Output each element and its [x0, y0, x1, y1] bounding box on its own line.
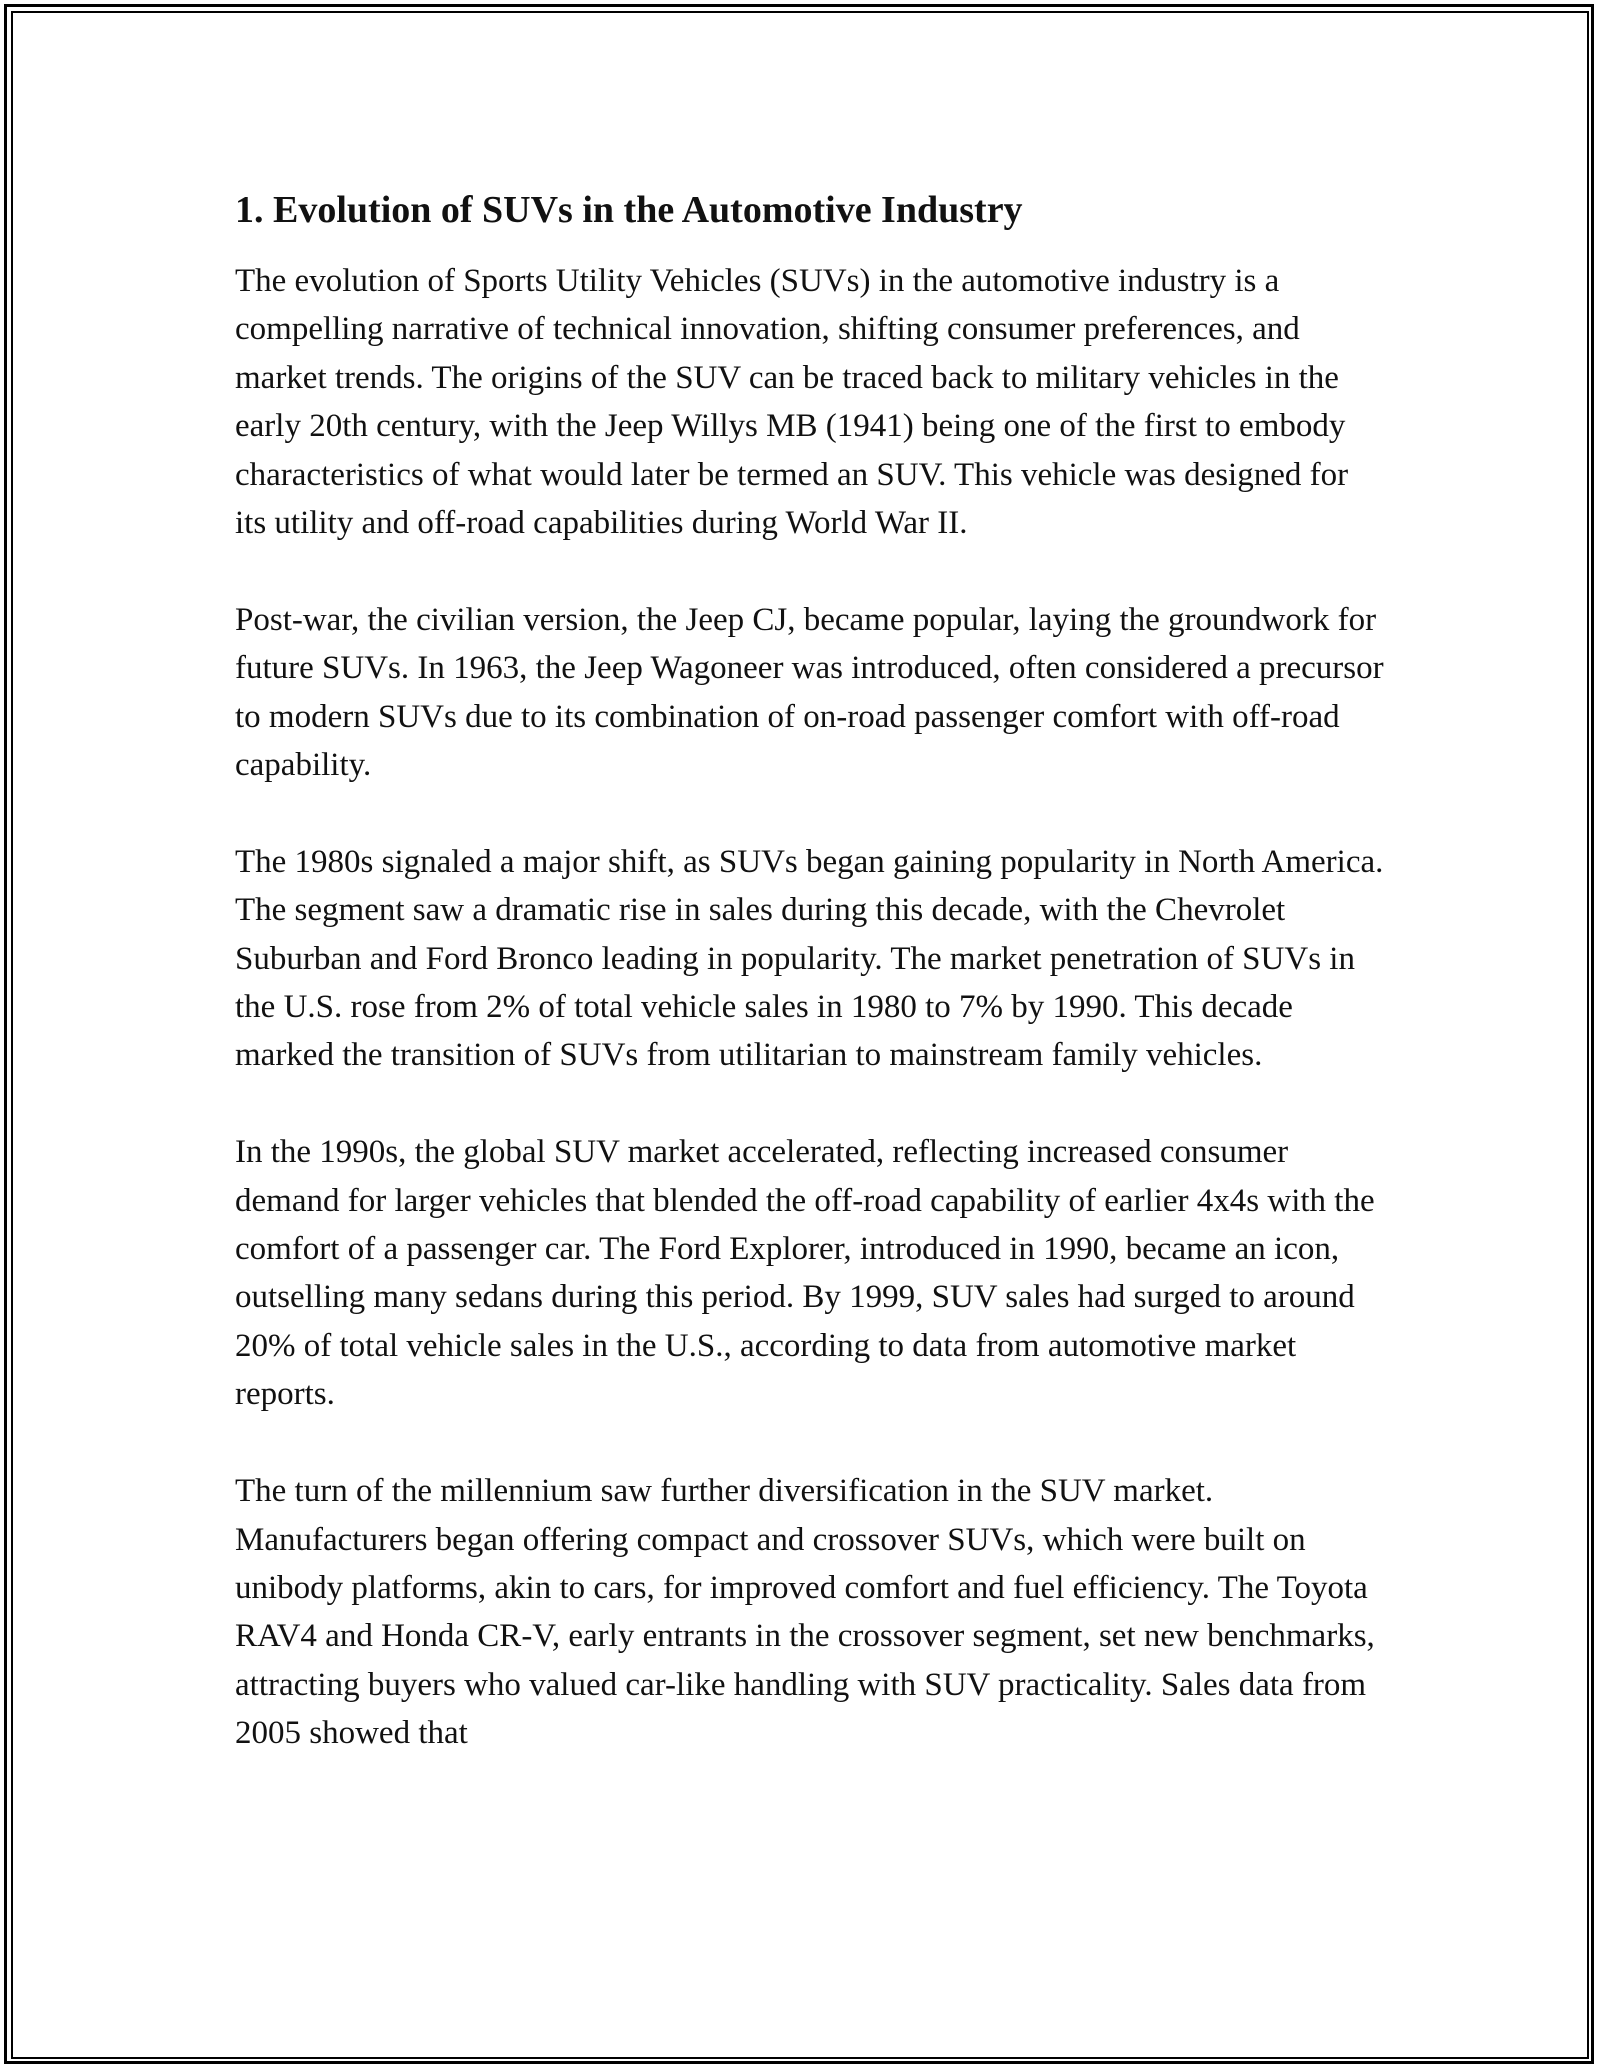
- document-body: [235, 185, 1385, 1806]
- paragraph-origins: The evolution of Sports Utility Vehicles (SUVs) in the automotive industry is a compelling narrative of technical innovation, shifting consumer preferences, and market trends. The origins of the SUV can be traced back to military vehicles in the early 20th century, with the Jeep Willys MB (1941) being one of the first to embody characteristics of what would later be termed an SUV. This vehicle was designed for its utility and off-road capabilities during World War II.: [235, 263, 1349, 542]
- section-heading: 1. Evolution of SUVs in the Automotive Industry: [235, 189, 1023, 231]
- paragraph-post-war: Post-war, the civilian version, the Jeep CJ, became popular, laying the groundwork for future SUVs. In 1963, the Jeep Wagoneer was introduced, often considered a precursor to modern SUVs due to its combination of on-road passenger comfort with off-road capability.: [235, 601, 1384, 784]
- paragraph-millennium: The turn of the millennium saw further diversification in the SUV market. Manufacturers began offering compact and crossover SUVs, which were built on unibody platforms, akin to cars, for improved comfort and fuel efficiency. The Toyota RAV4 and Honda CR-V, early entrants in the crossover segment, set new benchmarks, attracting buyers who valued car-like handling with SUV practicality. Sales data from 2005 showed that: [235, 1473, 1375, 1752]
- paragraph-1980s: The 1980s signaled a major shift, as SUVs began gaining popularity in North America. The segment saw a dramatic rise in sales during this decade, with the Chevrolet Suburban and Ford Bronco leading in popularity. The market penetration of SUVs in the U.S. rose from 2% of total vehicle sales in 1980 to 7% by 1990. This decade marked the transition of SUVs from utilitarian to mainstream family vehicles.: [235, 843, 1384, 1074]
- paragraph-1990s: In the 1990s, the global SUV market accelerated, reflecting increased consumer demand for larger vehicles that blended the off-road capability of earlier 4x4s with the comfort of a passenger car. The Ford Explorer, introduced in 1990, became an icon, outselling many sedans during this period. By 1999, SUV sales had surged to around 20% of total vehicle sales in the U.S., according to data from automotive market reports.: [235, 1134, 1375, 1413]
